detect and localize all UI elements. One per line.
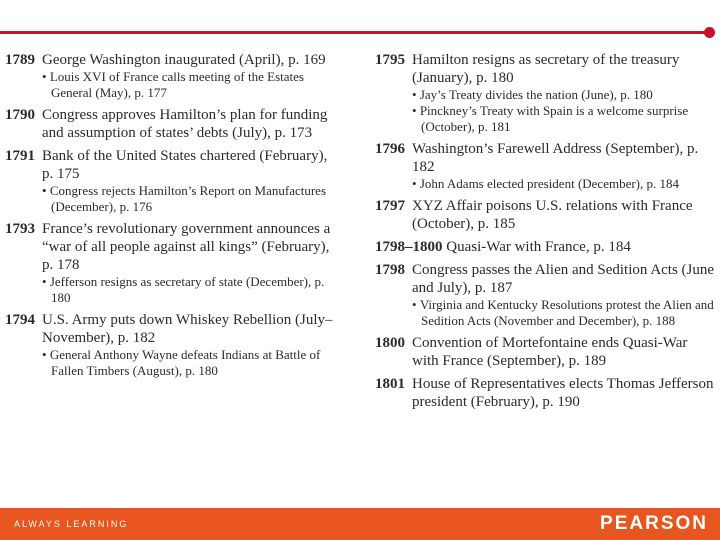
timeline-entry bbox=[5, 220, 340, 306]
timeline-entry bbox=[375, 261, 717, 329]
entry-year: 1795 bbox=[375, 52, 405, 68]
entry-year: 1790 bbox=[5, 107, 35, 123]
timeline-entry bbox=[375, 238, 717, 256]
timeline-left-column bbox=[5, 51, 340, 384]
brand-logo: PEARSON bbox=[600, 513, 708, 534]
timeline-entry bbox=[5, 106, 340, 142]
entry-year: 1794 bbox=[5, 312, 35, 328]
footer-tagline: ALWAYS LEARNING bbox=[14, 519, 129, 529]
entry-bullet: • Congress rejects Hamilton’s Report on Manufactures (December), p. 176 bbox=[42, 183, 340, 215]
timeline-entry bbox=[5, 147, 340, 215]
entry-bullet: • Virginia and Kentucky Resolutions protest the Alien and Sedition Acts (November and December), p. 188 bbox=[412, 297, 717, 329]
entry-text: George Washington inaugurated (April), p. 169 bbox=[42, 52, 326, 68]
timeline-right-column bbox=[375, 51, 717, 416]
entry-text: Hamilton resigns as secretary of the treasury (January), p. 180 bbox=[412, 52, 680, 86]
timeline-entry bbox=[375, 51, 717, 135]
timeline-entry bbox=[5, 51, 340, 101]
entry-bullet: • General Anthony Wayne defeats Indians at Battle of Fallen Timbers (August), p. 180 bbox=[42, 347, 340, 379]
top-rule bbox=[0, 31, 708, 34]
timeline-entry bbox=[5, 311, 340, 379]
entry-bullet: • Pinckney’s Treaty with Spain is a welcome surprise (October), p. 181 bbox=[412, 103, 717, 135]
entry-text: XYZ Affair poisons U.S. relations with France (October), p. 185 bbox=[412, 198, 693, 232]
entry-year: 1798–1800 bbox=[375, 239, 443, 255]
entry-bullet: • Jefferson resigns as secretary of state (December), p. 180 bbox=[42, 274, 340, 306]
footer-bar bbox=[0, 508, 720, 540]
entry-text: Congress approves Hamilton’s plan for funding and assumption of states’ debts (July), p. 173 bbox=[42, 107, 328, 141]
entry-text: Convention of Mortefontaine ends Quasi-War with France (September), p. 189 bbox=[412, 335, 688, 369]
entry-text: Washington’s Farewell Address (September), p. 182 bbox=[412, 141, 699, 175]
entry-text: France’s revolutionary government announces a “war of all people against all kings” (February), p. 178 bbox=[42, 221, 331, 273]
entry-text: House of Representatives elects Thomas Jefferson president (February), p. 190 bbox=[412, 376, 714, 410]
timeline-entry bbox=[375, 197, 717, 233]
entry-year: 1796 bbox=[375, 141, 405, 157]
entry-year: 1798 bbox=[375, 262, 405, 278]
top-rule-dot bbox=[704, 27, 715, 38]
timeline-entry bbox=[375, 334, 717, 370]
entry-year: 1797 bbox=[375, 198, 405, 214]
entry-bullet: • Jay’s Treaty divides the nation (June), p. 180 bbox=[412, 87, 717, 103]
entry-year: 1789 bbox=[5, 52, 35, 68]
entry-year: 1800 bbox=[375, 335, 405, 351]
entry-text: Quasi-War with France, p. 184 bbox=[446, 239, 631, 255]
entry-text: Congress passes the Alien and Sedition Acts (June and July), p. 187 bbox=[412, 262, 715, 296]
entry-year: 1801 bbox=[375, 376, 405, 392]
entry-year: 1793 bbox=[5, 221, 35, 237]
entry-text: Bank of the United States chartered (February), p. 175 bbox=[42, 148, 328, 182]
entry-bullet: • Louis XVI of France calls meeting of the Estates General (May), p. 177 bbox=[42, 69, 340, 101]
timeline-entry bbox=[375, 375, 717, 411]
entry-text: U.S. Army puts down Whiskey Rebellion (July–November), p. 182 bbox=[42, 312, 333, 346]
timeline-entry bbox=[375, 140, 717, 192]
entry-bullet: • John Adams elected president (December), p. 184 bbox=[412, 176, 717, 192]
entry-year: 1791 bbox=[5, 148, 35, 164]
